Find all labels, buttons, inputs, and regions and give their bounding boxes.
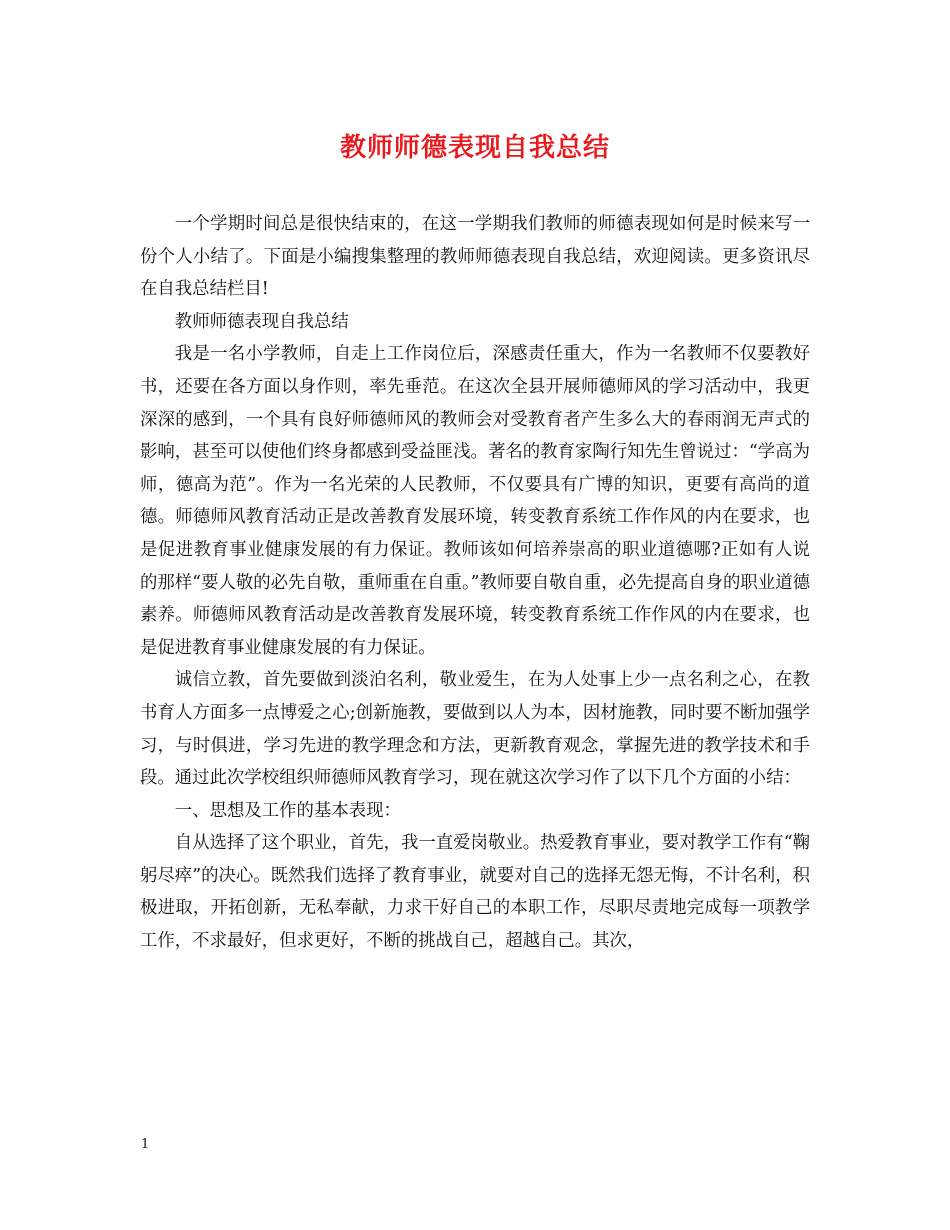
paragraph-subheading: 教师师德表现自我总结	[174, 311, 349, 332]
paragraph-main: 我是一名小学教师，自走上工作岗位后，深感责任重大，作为一名教师不仅要教好书，还要在各方面以身作则，率先垂范。在这次全县开展师德师风的学习活动中，我更深深的感到，一个具有良好师德师风的教师会对受教育者产生多么大的春雨润无声式的影响，甚至可以使他们终身都感到受益匪浅。著名的教育家陶行知先生曾说过：“学高为师，德高为范”。作为一名光荣的人民教师，不仅要具有广博的知识，更要有高尚的道德。师德师风教育活动正是改善教育发展环境，转变教育系统工作作风的内在要求，也是促进教育事业健康发展的有力保证。教师该如何培养崇高的职业道德哪?正如有人说的那样“要人敬的必先自敬，重师重在自重。”教师要自敬自重，必先提高自身的职业道德素养。师德师风教育活动是改善教育发展环境，转变教育系统工作作风的内在要求，也是促进教育事业健康发展的有力保证。	[140, 344, 810, 658]
paragraph-dedication: 自从选择了这个职业，首先，我一直爱岗敬业。热爱教育事业，要对教学工作有“鞠躬尽瘁”的决心。既然我们选择了教育事业，就要对自己的选择无怨无悔，不计名利，积极进取，开拓创新，无私奉献，力求干好自己的本职工作，尽职尽责地完成每一项教学工作，不求最好，但求更好，不断的挑战自己，超越自己。其次，	[140, 833, 810, 952]
paragraph-integrity: 诚信立教，首先要做到淡泊名利，敬业爱生，在为人处事上少一点名利之心，在教书育人方面多一点博爱之心;创新施教，要做到以人为本，因材施教，同时要不断加强学习，与时俱进，学习先进的教学理念和方法，更新教育观念，掌握先进的教学技术和手段。通过此次学校组织师德师风教育学习，现在就这次学习作了以下几个方面的小结：	[140, 670, 810, 789]
section-heading: 一、思想及工作的基本表现：	[174, 800, 401, 821]
page-number: 1	[141, 1137, 150, 1152]
paragraph-intro: 一个学期时间总是很快结束的，在这一学期我们教师的师德表现如何是时候来写一份个人小结了。下面是小编搜集整理的教师师德表现自我总结，欢迎阅读。更多资讯尽在自我总结栏目!	[140, 214, 810, 300]
document-title: 教师师德表现自我总结	[339, 133, 610, 163]
document-body	[140, 208, 810, 958]
